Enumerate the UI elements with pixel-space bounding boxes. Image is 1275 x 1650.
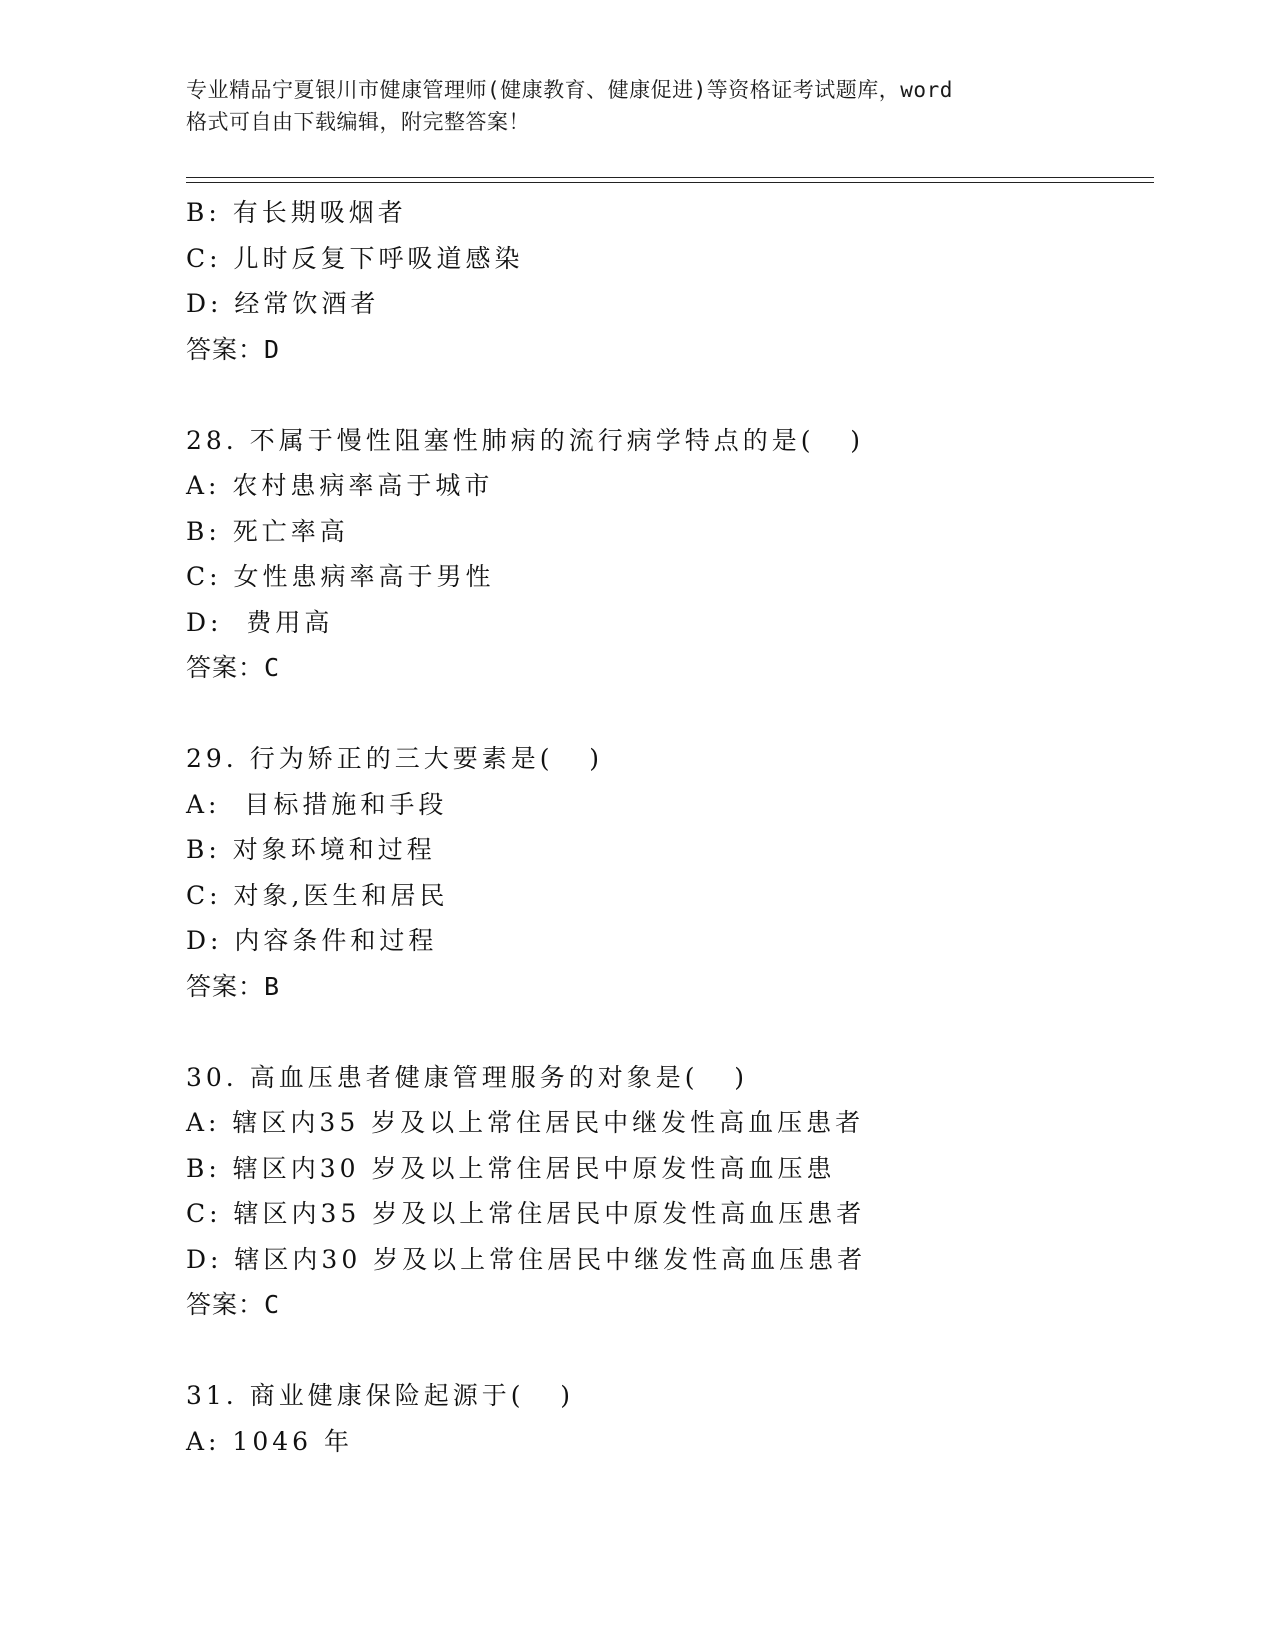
- question-block-30: [186, 1055, 1154, 1328]
- option-b: B: 辖区内30 岁及以上常住居民中原发性高血压患: [186, 1153, 836, 1183]
- option-a: A: 1046 年: [186, 1426, 353, 1456]
- question-block-27: [186, 190, 1154, 372]
- question-list: [186, 190, 1154, 1464]
- question-block-29: [186, 736, 1154, 1009]
- option-c: C: 女性患病率高于男性: [186, 562, 495, 591]
- spacer: [186, 1328, 1154, 1374]
- option-d: D: 经常饮酒者: [186, 289, 380, 318]
- option-d: D: 内容条件和过程: [186, 926, 438, 955]
- option-c: C: 儿时反复下呼吸道感染: [186, 243, 524, 273]
- option-a: A: 辖区内35 岁及以上常住居民中继发性高血压患者: [186, 1108, 865, 1137]
- option-b: B: 对象环境和过程: [186, 835, 436, 864]
- option-d: D: 辖区内30 岁及以上常住居民中继发性高血压患者: [186, 1244, 867, 1274]
- answer-text: 答案：D: [186, 334, 281, 364]
- option-a: A: 目标措施和手段: [186, 789, 448, 819]
- question-text: 30. 高血压患者健康管理服务的对象是( ): [186, 1062, 749, 1092]
- answer-text: 答案：B: [186, 971, 281, 1001]
- question-text: 29. 行为矫正的三大要素是( ): [186, 744, 604, 773]
- question-block-31: [186, 1373, 1154, 1464]
- spacer: [186, 1009, 1154, 1055]
- option-b: B: 死亡率高: [186, 516, 349, 546]
- spacer: [186, 691, 1154, 737]
- header-divider-top: [186, 177, 1154, 178]
- answer-text: 答案：C: [186, 1290, 281, 1319]
- header-divider-bottom: [186, 182, 1154, 183]
- question-text: 31. 商业健康保险起源于( ): [186, 1381, 575, 1410]
- header-line-2: 格式可自由下载编辑，附完整答案！: [186, 110, 530, 134]
- header-line-1: 专业精品宁夏银川市健康管理师(健康教育、健康促进)等资格证考试题库，word: [186, 78, 953, 102]
- question-text: 28. 不属于慢性阻塞性肺病的流行病学特点的是( ): [186, 425, 865, 455]
- option-c: C: 对象,医生和居民: [186, 880, 449, 910]
- option-d: D: 费用高: [186, 607, 334, 637]
- answer-text: 答案：C: [186, 653, 281, 682]
- spacer: [186, 372, 1154, 418]
- question-block-28: [186, 418, 1154, 691]
- option-a: A: 农村患病率高于城市: [186, 471, 494, 500]
- document-header: [186, 74, 1066, 138]
- option-c: C: 辖区内35 岁及以上常住居民中原发性高血压患者: [186, 1199, 866, 1228]
- option-b: B: 有长期吸烟者: [186, 198, 407, 227]
